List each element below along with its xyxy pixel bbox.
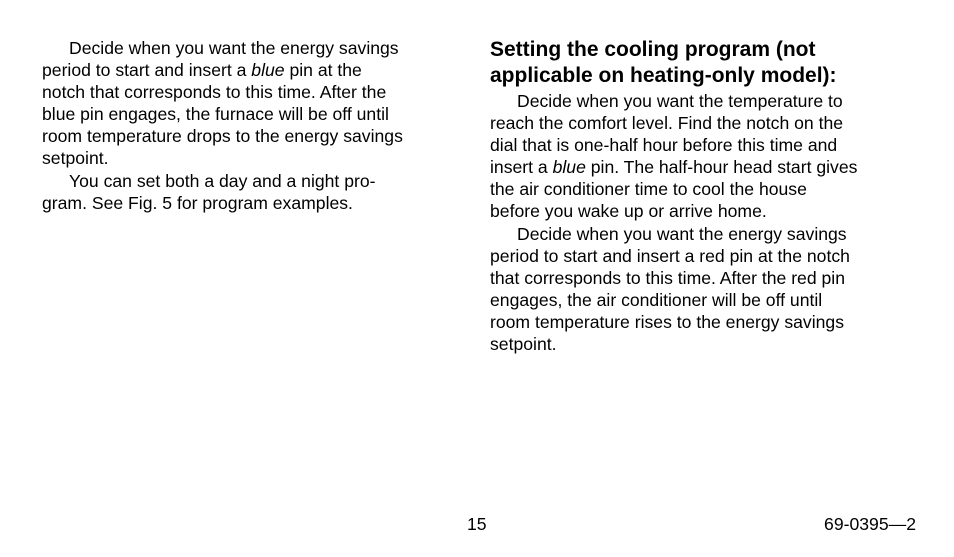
text-run: period to start and insert a (42, 60, 252, 81)
text-line: You can set both a day and a night pro- (69, 170, 376, 191)
left-column (42, 37, 460, 214)
text-line: the air conditioner time to cool the house (490, 179, 807, 200)
paragraph-energy-savings-cooling (490, 223, 920, 356)
text-run: insert a (490, 157, 553, 178)
text-run: pin. The half-hour head start gives (585, 157, 858, 178)
text-line: period to start and insert a red pin at the notch (490, 245, 850, 266)
emphasis-text: blue (251, 60, 285, 81)
text-line: before you wake up or arrive home. (490, 201, 767, 222)
emphasis-text: blue (552, 157, 586, 178)
document-number: 69-0395—2 (824, 514, 916, 534)
text-line: room temperature rises to the energy savings (490, 311, 844, 332)
right-column (490, 37, 920, 355)
text-line: that corresponds to this time. After the red pin (490, 267, 845, 288)
heading-line: applicable on heating-only model): (490, 64, 837, 87)
paragraph-comfort-level (490, 90, 920, 223)
text-line: reach the comfort level. Find the notch on the (490, 113, 844, 134)
text-line: engages, the air conditioner will be off until (490, 289, 823, 310)
text-line: setpoint. (490, 334, 557, 355)
page-number: 15 (467, 514, 487, 534)
text-line: blue pin engages, the furnace will be off until (42, 104, 389, 125)
text-line: dial that is one-half hour before this time and (490, 135, 838, 156)
text-line (490, 156, 920, 178)
text-line: room temperature drops to the energy savings (42, 126, 403, 147)
text-line (42, 59, 460, 81)
section-heading (490, 37, 920, 89)
text-line: setpoint. (42, 148, 109, 169)
text-line: Decide when you want the temperature to (517, 91, 843, 111)
text-line: Decide when you want the energy savings (69, 38, 399, 58)
text-line: notch that corresponds to this time. After the (42, 82, 387, 103)
text-run: pin at the (284, 60, 362, 81)
paragraph-energy-savings-heating (42, 37, 460, 170)
heading-line: Setting the cooling program (not (490, 38, 816, 61)
paragraph-day-night-program (42, 170, 460, 214)
text-line: gram. See Fig. 5 for program examples. (42, 192, 353, 213)
text-line: Decide when you want the energy savings (517, 223, 847, 244)
